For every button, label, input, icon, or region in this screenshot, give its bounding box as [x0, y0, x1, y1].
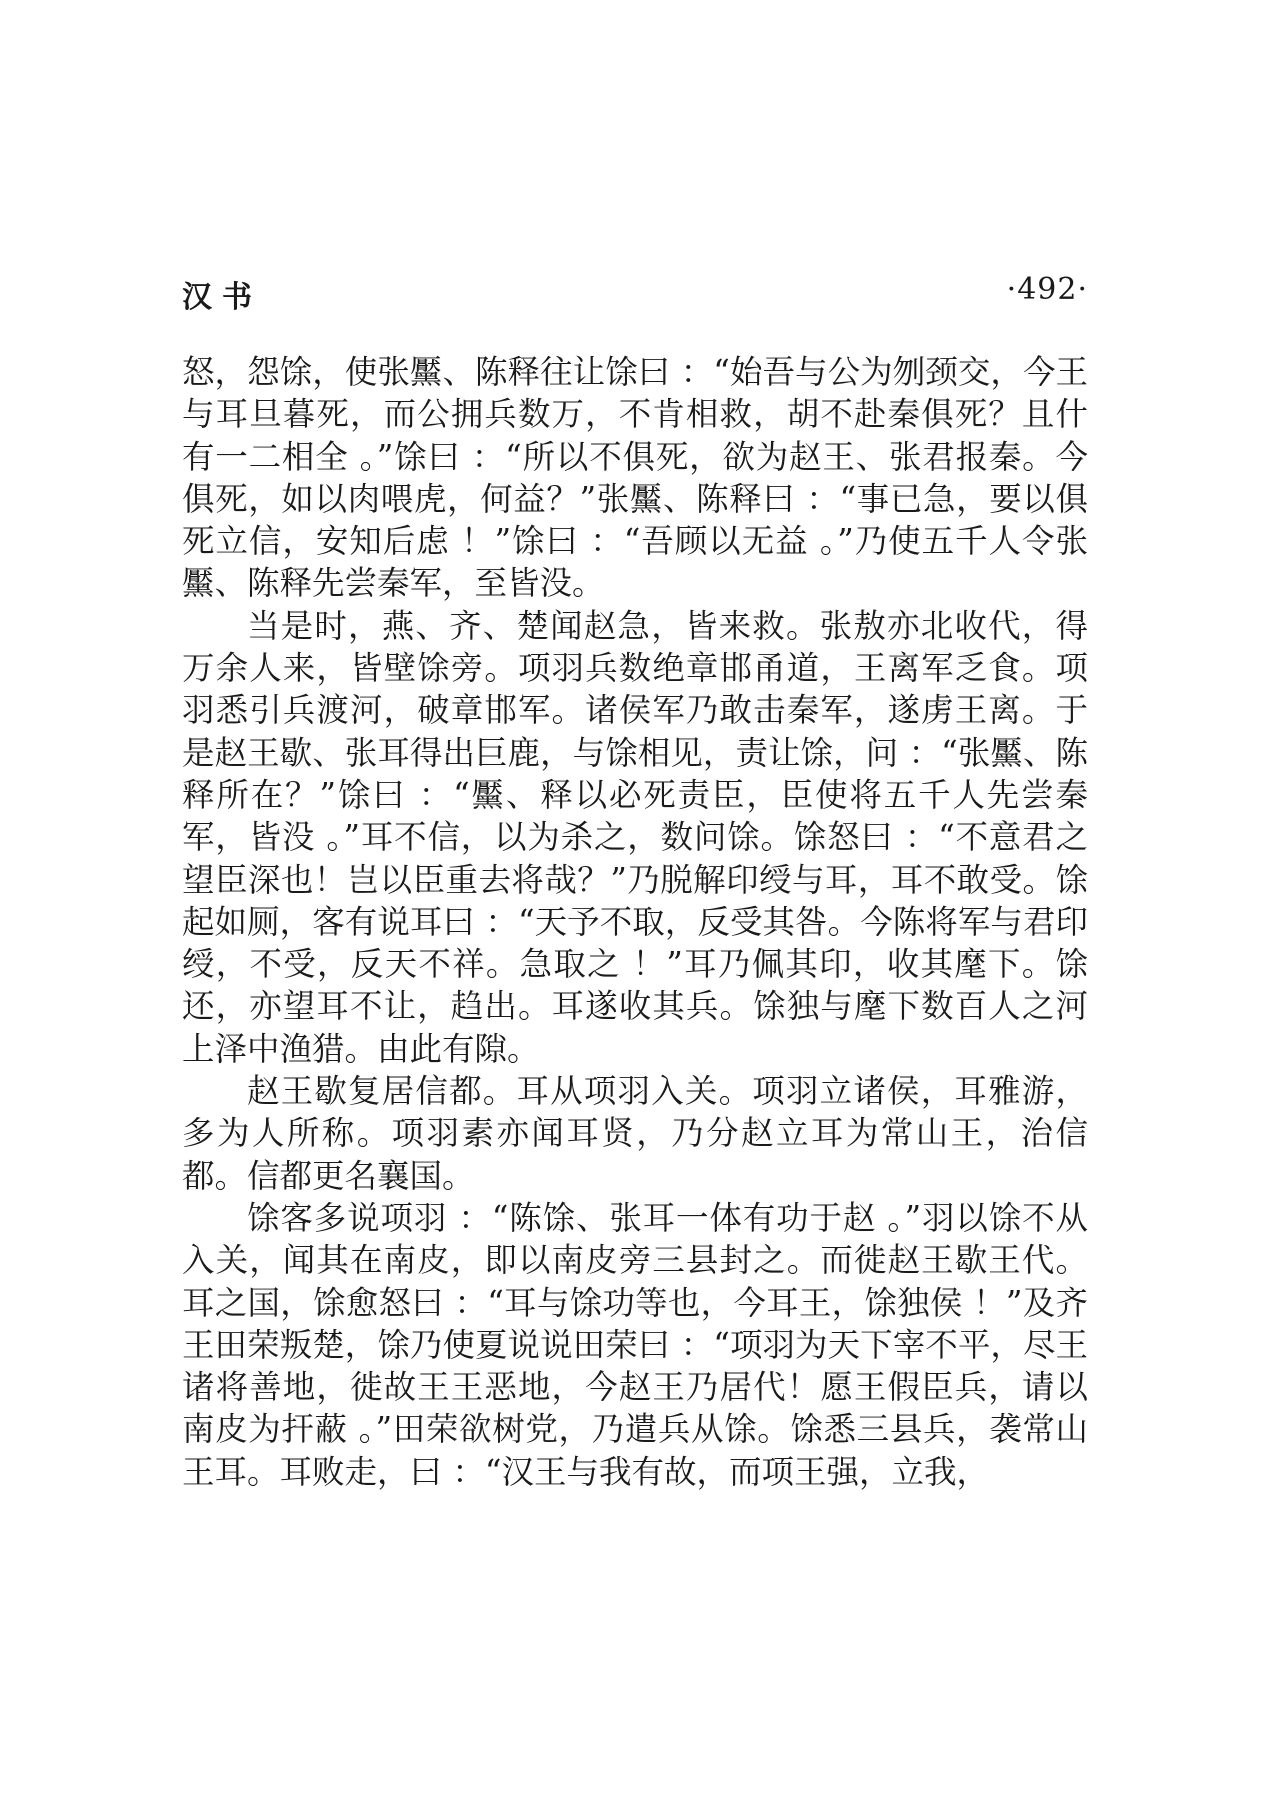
page-number: ·492·	[1006, 272, 1088, 307]
book-title: 汉书	[182, 280, 262, 315]
paragraph: 怒，怨馀，使张黶、陈释往让馀曰 ：“始吾与公为刎颈交，今王与耳旦暮死，而公拥兵数万，不肯相救，胡不赴秦俱死？且什有一二相全 。”馀曰 ：“所以不俱死，欲为赵王、张君报秦。今俱死，如以肉喂虎，何益？”张黶、陈释曰 ：“事已急，要以俱死立信，安知后虑 ！”馀曰 ：“吾顾以无益 。”乃使五千人令张黶、陈释先尝秦军，至皆没。	[182, 353, 1088, 603]
paragraph: 当是时，燕、齐、楚闻赵急，皆来救。张敖亦北收代，得万余人来，皆壁馀旁。项羽兵数绝章邯甬道，王离军乏食。项羽悉引兵渡河，破章邯军。诸侯军乃敢击秦军，遂虏王离。于是赵王歇、张耳得出巨鹿，与馀相见，责让馀，问 ：“张黶、陈释所在？”馀曰 ：“黶、释以必死责臣，臣使将五千人先尝秦军，皆没 。”耳不信，以为杀之，数问馀。馀怒曰 ：“不意君之望臣深也！岂以臣重去将哉？”乃脱解印绶与耳，耳不敢受。馀起如厕，客有说耳曰 ：“天予不取，反受其咎。今陈将军与君印绶，不受，反天不祥。急取之 ！”耳乃佩其印，收其麾下。馀还，亦望耳不让，趋出。耳遂收其兵。馀独与麾下数百人之河上泽中渔猎。由此有隙。	[182, 606, 1088, 1068]
paragraph: 赵王歇复居信都。耳从项羽入关。项羽立诸侯，耳雅游，多为人所称。项羽素亦闻耳贤，乃分赵立耳为常山王，治信都。信都更名襄国。	[182, 1072, 1088, 1195]
paragraph: 馀客多说项羽 ：“陈馀、张耳一体有功于赵 。”羽以馀不从入关，闻其在南皮，即以南皮旁三县封之。而徙赵王歇王代。耳之国，馀愈怒曰 ：“耳与馀功等也，今耳王，馀独侯 ！”及齐王田荣叛楚，馀乃使夏说说田荣曰 ：“项羽为天下宰不平，尽王诸将善地，徙故王王恶地，今赵王乃居代！愿王假臣兵，请以南皮为扞蔽 。”田荣欲树党，乃遣兵从馀。馀悉三县兵，袭常山王耳。耳败走，曰 ：“汉王与我有故，而项王强，立我，	[182, 1198, 1088, 1491]
body-text	[182, 351, 1088, 1493]
running-head	[182, 272, 1088, 315]
